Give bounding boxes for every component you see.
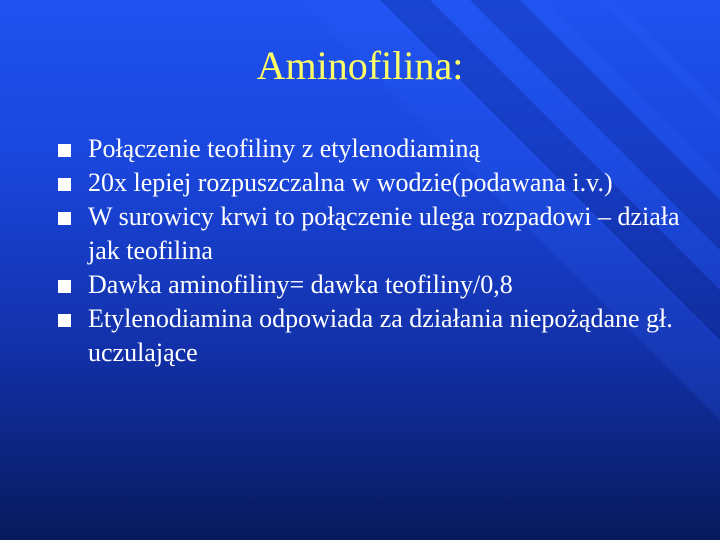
bullet-item bbox=[56, 166, 696, 200]
square-bullet-icon bbox=[58, 314, 71, 327]
bullet-text: Połączenie teofiliny z etylenodiaminą bbox=[88, 134, 481, 163]
square-bullet-icon bbox=[58, 178, 71, 191]
bullet-text: 20x lepiej rozpuszczalna w wodzie(podawana i.v.) bbox=[88, 168, 613, 197]
square-bullet-icon bbox=[58, 212, 71, 225]
square-bullet-icon bbox=[58, 280, 71, 293]
bullet-item bbox=[56, 302, 696, 370]
bullet-text: Etylenodiamina odpowiada za działania niepożądane gł. uczulające bbox=[88, 304, 673, 367]
square-bullet-icon bbox=[58, 144, 71, 157]
bullet-text: W surowicy krwi to połączenie ulega rozpadowi – działa jak teofilina bbox=[88, 202, 680, 265]
bullet-item bbox=[56, 200, 696, 268]
bullet-item bbox=[56, 132, 696, 166]
slide-title: Aminofilina: bbox=[256, 43, 464, 88]
bullet-item bbox=[56, 268, 696, 302]
bullet-list bbox=[56, 132, 696, 370]
bullet-text: Dawka aminofiliny= dawka teofiliny/0,8 bbox=[88, 270, 513, 299]
